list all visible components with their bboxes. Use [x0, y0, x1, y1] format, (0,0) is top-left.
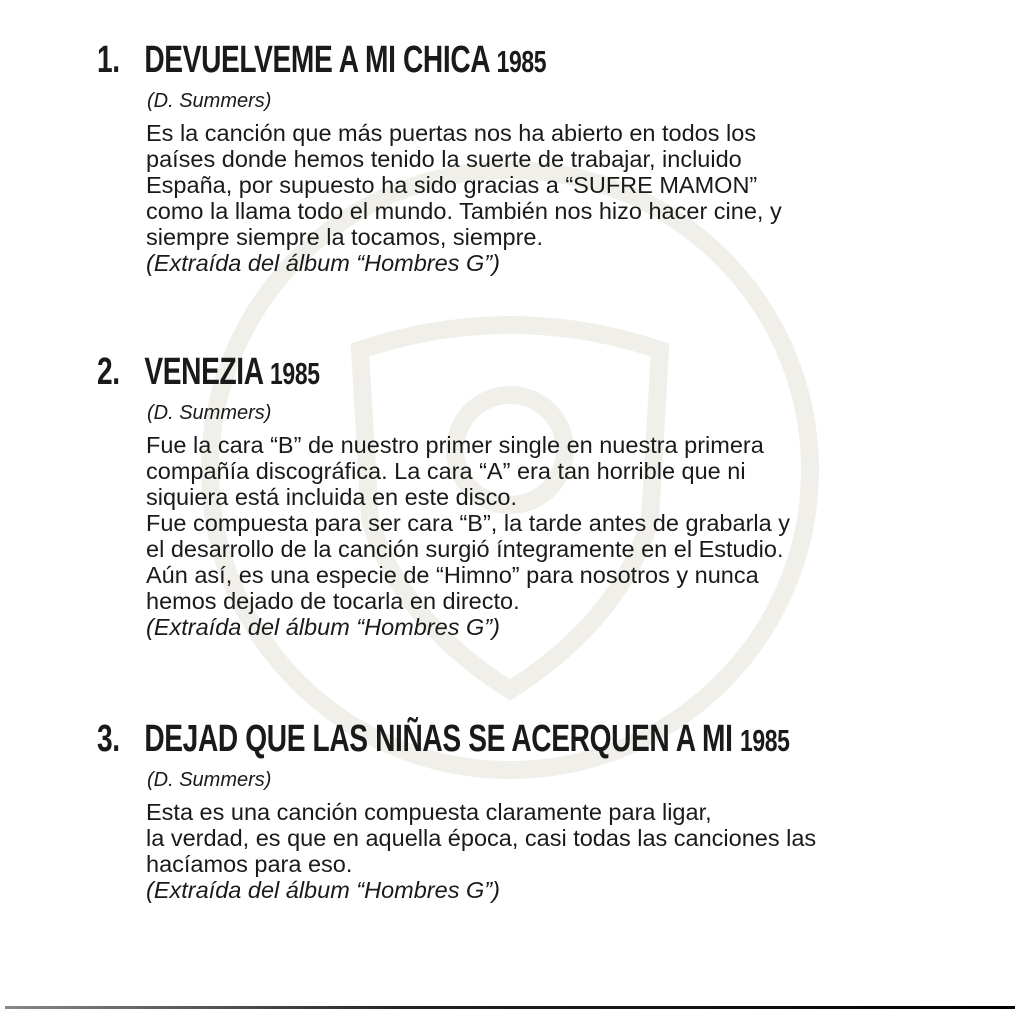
text-line: España, por supuesto ha sido gracias a “SUFRE MAMON” — [146, 172, 758, 198]
year: 1985 — [496, 44, 547, 79]
song-section-2 — [97, 350, 790, 640]
text-line: Aún así, es una especie de “Himno” para nosotros y nunca — [146, 562, 759, 588]
title-text: VENEZIA — [144, 351, 263, 393]
text-line: Es la canción que más puertas nos ha abierto en todos los — [146, 120, 757, 146]
text-line: hemos dejado de tocarla en directo. — [146, 588, 520, 614]
song-title — [97, 38, 604, 84]
author: (D. Summers) — [147, 769, 272, 791]
track-number: 1. — [97, 39, 120, 81]
text-line: siquiera está incluida en este disco. — [146, 484, 517, 510]
text-line: Fue compuesta para ser cara “B”, la tarde antes de grabarla y — [146, 510, 790, 536]
author: (D. Summers) — [147, 402, 272, 424]
album-note: (Extraída del álbum “Hombres G”) — [146, 614, 500, 640]
track-number: 3. — [97, 718, 120, 760]
text-line: hacíamos para eso. — [146, 851, 353, 877]
title-text: DEJAD QUE LAS NIÑAS SE ACERQUEN A MI — [144, 718, 733, 760]
song-title — [97, 350, 610, 396]
text-line: Esta es una canción compuesta claramente para ligar, — [146, 799, 712, 825]
song-section-1 — [97, 38, 782, 276]
description — [146, 120, 782, 276]
text-line: la verdad, es que en aquella época, casi todas las canciones las — [146, 825, 817, 851]
album-note: (Extraída del álbum “Hombres G”) — [146, 877, 500, 903]
text-line: compañía discográfica. La cara “A” era tan horrible que ni — [146, 458, 746, 484]
track-number: 2. — [97, 351, 120, 393]
text-line: el desarrollo de la canción surgió íntegramente en el Estudio. — [146, 536, 784, 562]
year: 1985 — [740, 723, 790, 758]
bottom-divider — [5, 1006, 1015, 1009]
description — [146, 432, 790, 640]
text-line: como la llama todo el mundo. También nos hizo hacer cine, y — [146, 198, 782, 224]
year: 1985 — [270, 356, 320, 391]
album-note: (Extraída del álbum “Hombres G”) — [146, 250, 500, 276]
text-line: Fue la cara “B” de nuestro primer single en nuestra primera — [146, 432, 764, 458]
song-title — [97, 717, 790, 763]
author: (D. Summers) — [147, 90, 272, 112]
description — [146, 799, 1020, 903]
text-line: países donde hemos tenido la suerte de trabajar, incluido — [146, 146, 742, 172]
song-section-3 — [97, 717, 1020, 903]
title-text: DEVUELVEME A MI CHICA — [144, 39, 490, 81]
text-line: siempre siempre la tocamos, siempre. — [146, 224, 544, 250]
